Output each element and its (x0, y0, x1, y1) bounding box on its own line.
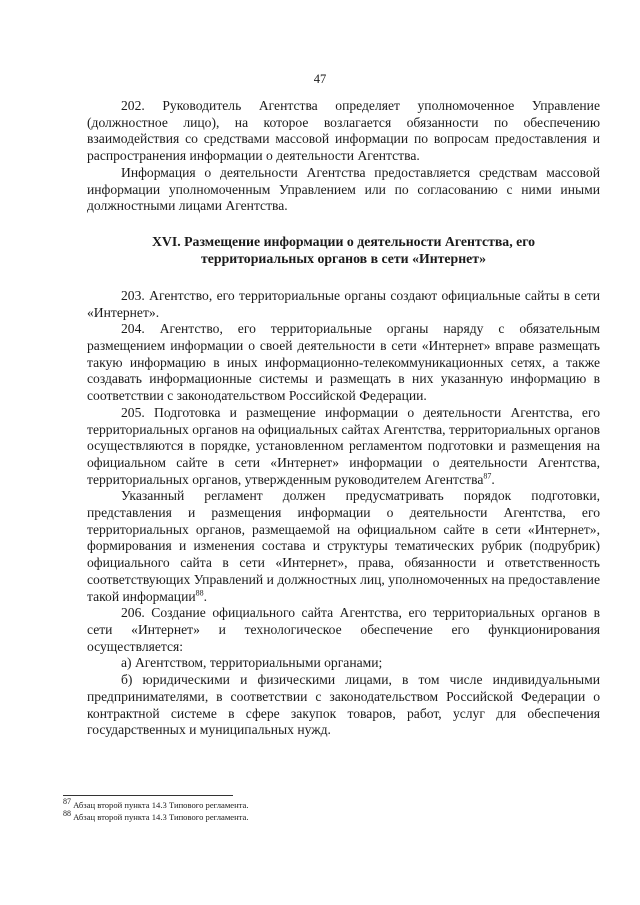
paragraph-206-b: б) юридическими и физическими лицами, в том числе индивидуальными предпринимателями, в соответствии с законодательством Российской Федерации о контрактной системе в сфере закупок товаров, работ, услуг для обеспечения государственных и муниципальных нужд. (87, 672, 600, 738)
paragraph-media-info: Информация о деятельности Агентства предоставляется средствам массовой информации уполномоченным Управлением или по согласованию с ними иными должностными лицами Агентства. (87, 164, 600, 214)
footnote-ref-88: 88 (195, 588, 204, 598)
footnote-88 (63, 808, 603, 824)
section-heading: XVI. Размещение информации о деятельности Агентства, его территориальных органов в сети «Интернет» (151, 233, 536, 267)
footnote-divider (63, 795, 233, 796)
footnote-number-87: 87 (63, 797, 71, 807)
footnote-ref-87: 87 (483, 471, 492, 481)
paragraph-203: 203. Агентство, его территориальные органы создают официальные сайты в сети «Интернет». (87, 287, 600, 320)
footnotes (63, 797, 603, 823)
page-body (87, 98, 600, 739)
paragraph-202: 202. Руководитель Агентства определяет уполномоченное Управление (должностное лицо), на которое возлагается обязанности по обеспечению взаимодействия со средствами массовой информации по вопросам предоставления и распространения информации о деятельности Агентства. (87, 98, 600, 164)
paragraph-205: 205. Подготовка и размещение информации о деятельности Агентства, его территориальных органов на официальных сайтах Агентства, территориальных органов осуществляются в порядке, установленном регламентом подготовки и размещения на официальном сайте в сети «Интернет» информации о деятельности Агентства, территориальных органов, утвержденным руководителем Агентства$^{87}$. (87, 404, 600, 487)
footnote-text-88: Абзац второй пункта 14.3 Типового регламента. (73, 811, 249, 822)
paragraph-205-text: 205. Подготовка и размещение информации о деятельности Агентства, его территориальных органов на официальных сайтах Агентства, территориальных органов осуществляются в порядке, установленном регламентом подготовки и размещения на официальном сайте в сети «Интернет» информации о деятельности Агентства, территориальных органов, утвержденным руководителем Агентства (87, 404, 600, 487)
paragraph-regulation-text: Указанный регламент должен предусматривать порядок подготовки, представления и размещения информации о деятельности Агентства, его территориальных органов, размещаемой на официальном сайте в сети «Интернет», формирования и изменения состава и структуры тематических рубрик (подрубрик) официального сайта в сети «Интернет», права, обязанности и ответственность соответствующих Управлений и должностных лиц, уполномоченных на предоставление такой информации (87, 488, 600, 604)
page-number: 47 (313, 72, 327, 86)
footnote-number-88: 88 (63, 808, 71, 818)
paragraph-regulation: Указанный регламент должен предусматривать порядок подготовки, представления и размещения информации о деятельности Агентства, его территориальных органов, размещаемой на официальном сайте в сети «Интернет», формирования и изменения состава и структуры тематических рубрик (подрубрик) официального сайта в сети «Интернет», права, обязанности и ответственность соответствующих Управлений и должностных лиц, уполномоченных на предоставление такой информации$^{88}$. (87, 488, 600, 604)
footnote-text-87: Абзац второй пункта 14.3 Типового регламента. (73, 800, 249, 810)
paragraph-206: 206. Создание официального сайта Агентства, его территориальных органов в сети «Интернет» и технологическое обеспечение его функционирования осуществляется: (87, 605, 600, 654)
paragraph-206-a: а) Агентством, территориальными органами; (121, 655, 383, 671)
paragraph-204: 204. Агентство, его территориальные органы наряду с обязательным размещением информации о своей деятельности в сети «Интернет» вправе размещать такую информацию в иных информационно-телекоммуникационных сетях, а также создавать информационные системы и размещать в них указанную информацию в соответствии с законодательством Российской Федерации. (87, 321, 600, 404)
footnote-87 (63, 797, 603, 812)
